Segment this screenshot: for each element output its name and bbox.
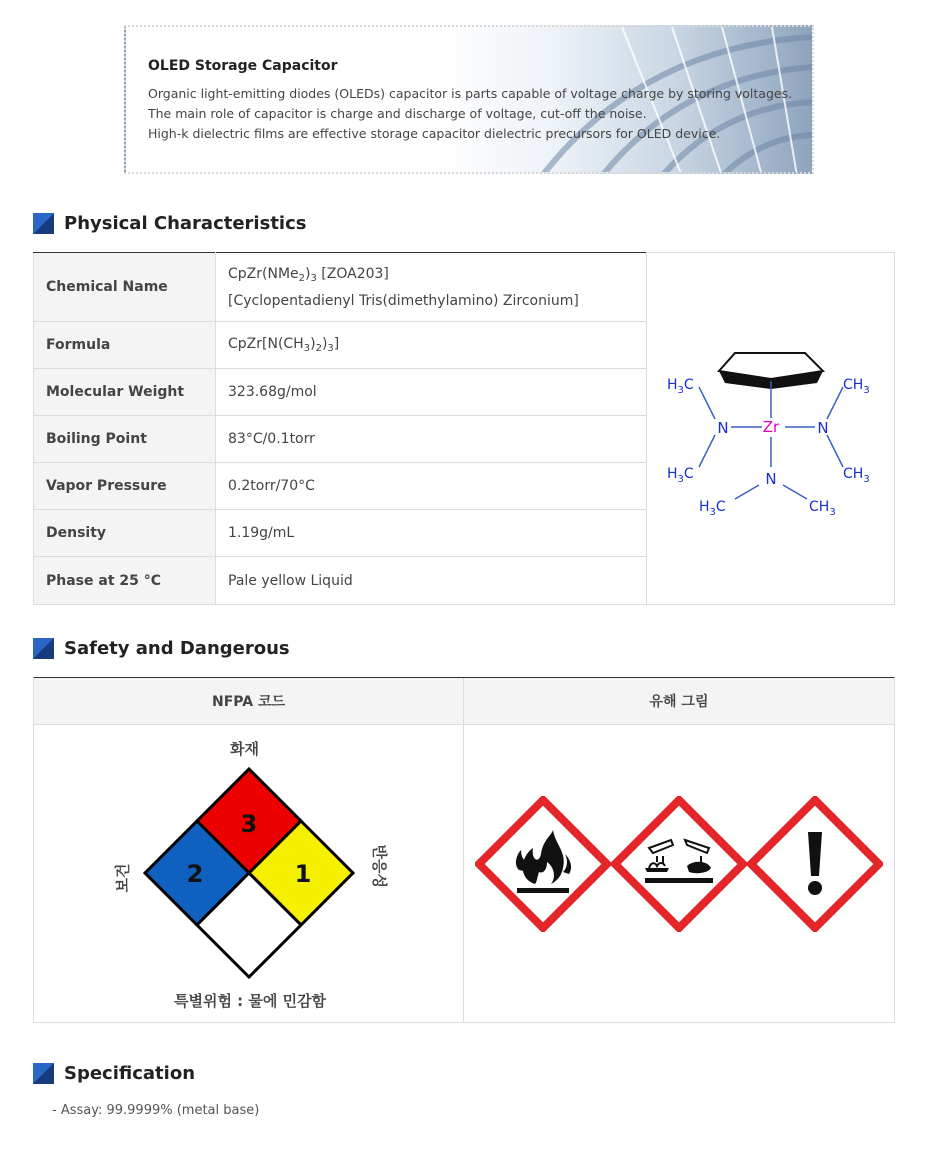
methyl-group: $H_3C$ xyxy=(667,466,694,485)
ghs-pictograms xyxy=(475,796,883,932)
section-square-icon xyxy=(33,638,54,659)
table-row xyxy=(34,510,647,557)
nfpa-health-label: 보건 xyxy=(113,863,132,893)
table-row xyxy=(34,322,647,369)
row-label: Formula xyxy=(34,322,216,369)
methyl-group: $CH_3$ xyxy=(843,466,870,485)
nfpa-fire-label: 화재 xyxy=(230,740,259,758)
properties-table xyxy=(33,252,647,605)
column-divider xyxy=(463,678,464,1022)
methyl-group: $CH_3$ xyxy=(809,499,836,518)
banner-line: High-k dielectric films are effective storage capacitor dielectric precursors for OLED device. xyxy=(148,126,721,141)
row-value: 0.2torr/70°C xyxy=(216,463,647,510)
row-label: Phase at 25 °C xyxy=(34,557,216,605)
n-atom: N xyxy=(817,419,829,437)
row-value: 323.68g/mol xyxy=(216,369,647,416)
section-title: Specification xyxy=(64,1062,196,1084)
safety-section-heading xyxy=(33,636,290,660)
pictogram-column-header: 유해 그림 xyxy=(464,678,894,725)
corrosion-icon xyxy=(615,800,743,928)
methyl-group: $H_3C$ xyxy=(699,499,726,518)
safety-table xyxy=(33,677,895,1023)
methyl-group: $H_3C$ xyxy=(667,377,694,396)
table-row xyxy=(34,253,647,322)
row-label: Molecular Weight xyxy=(34,369,216,416)
nfpa-column-header: NFPA 코드 xyxy=(34,678,463,725)
nfpa-reactivity-label: 반응성 xyxy=(370,844,389,888)
methyl-group: $CH_3$ xyxy=(843,377,870,396)
section-title: Physical Characteristics xyxy=(64,212,307,234)
banner-title: OLED Storage Capacitor xyxy=(148,58,338,74)
flame-icon xyxy=(479,800,607,928)
table-row xyxy=(34,369,647,416)
banner-description xyxy=(148,84,792,144)
section-square-icon xyxy=(33,213,54,234)
physical-properties xyxy=(33,252,895,605)
row-value: 1.19g/mL xyxy=(216,510,647,557)
structure-diagram xyxy=(647,253,896,606)
intro-banner xyxy=(124,25,814,174)
nfpa-diamond xyxy=(142,766,356,980)
nfpa-health-rating: 2 xyxy=(186,860,204,888)
row-value: 83°C/0.1torr xyxy=(216,416,647,463)
physical-section-heading xyxy=(33,211,306,235)
row-label: Boiling Point xyxy=(34,416,216,463)
section-square-icon xyxy=(33,1063,54,1084)
zr-atom: Zr xyxy=(762,418,780,436)
row-value: $CpZr[N(CH_3)_2)_3$] xyxy=(216,322,647,369)
molecular-structure xyxy=(646,252,895,605)
table-row xyxy=(34,416,647,463)
row-value: $CpZr(NMe_2)_3$ [ZOA203] [Cyclopentadienyl Tris(dimethylamino) Zirconium] xyxy=(216,253,647,322)
exclamation-icon xyxy=(751,800,879,928)
specification-section-heading xyxy=(33,1061,195,1085)
table-row xyxy=(34,463,647,510)
nfpa-fire-rating: 3 xyxy=(240,810,258,838)
row-value: Pale yellow Liquid xyxy=(216,557,647,605)
banner-line: Organic light-emitting diodes (OLEDs) capacitor is parts capable of voltage charge by storing voltages. xyxy=(148,86,793,101)
table-row xyxy=(34,557,647,605)
banner-line: The main role of capacitor is charge and discharge of voltage, cut-off the noise. xyxy=(148,106,647,121)
nfpa-special-label: 특별위험 : 물에 민감함 xyxy=(174,992,327,1010)
section-title: Safety and Dangerous xyxy=(64,637,290,659)
assay-line: - Assay: 99.9999% (metal base) xyxy=(52,1103,260,1118)
row-label: Chemical Name xyxy=(34,253,216,322)
nfpa-reactivity-rating: 1 xyxy=(294,860,312,888)
row-label: Density xyxy=(34,510,216,557)
n-atom: N xyxy=(765,470,777,488)
row-label: Vapor Pressure xyxy=(34,463,216,510)
n-atom: N xyxy=(717,419,729,437)
